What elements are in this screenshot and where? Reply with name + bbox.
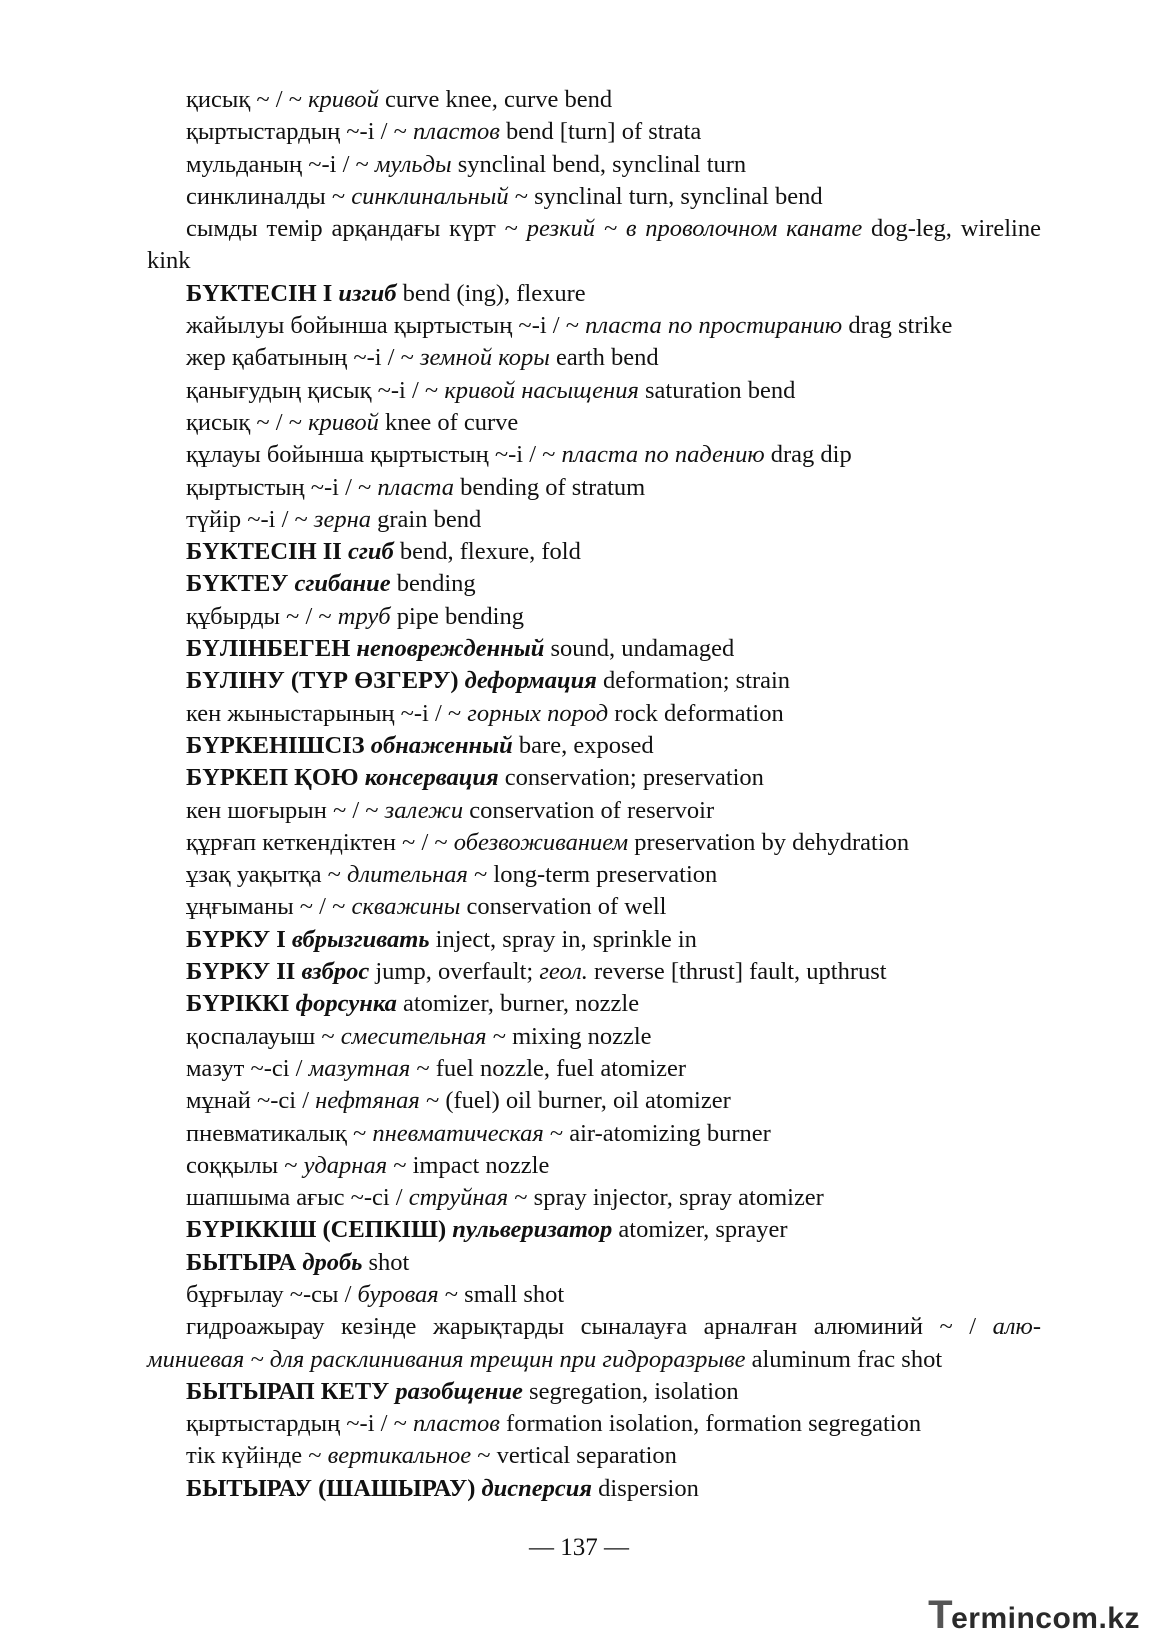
term-text: bend, flexure, fold [393, 538, 581, 566]
dictionary-entry [147, 375, 1041, 407]
dictionary-entry [147, 1247, 1041, 1279]
dictionary-entry [147, 601, 1041, 633]
term-text: bend [turn] of strata [499, 118, 702, 146]
dictionary-entry [147, 213, 1041, 278]
headword-russian: пульверизатор [452, 1216, 613, 1244]
headword: БЫТЫРАП КЕТУ [186, 1377, 396, 1405]
term-text: соққылы ~ [186, 1151, 304, 1179]
term-text: drag strike [842, 312, 953, 340]
headword-russian: взброс [301, 958, 370, 986]
term-text: қыртыстың ~-і / ~ [186, 473, 378, 501]
russian-term: вертикальное [327, 1442, 472, 1470]
term-text: saturation bend [638, 376, 796, 404]
term-text: shot [362, 1248, 410, 1276]
term-text: grain bend [371, 505, 482, 533]
term-text: atomizer, sprayer [612, 1216, 788, 1244]
term-text: aluminum frac shot [745, 1345, 943, 1373]
russian-term: пласта по падению [561, 441, 765, 469]
dictionary-entry [147, 342, 1041, 374]
term-text: conservation of reservoir [463, 796, 715, 824]
dictionary-entry [147, 1021, 1041, 1053]
term-text: құрғап кеткендіктен ~ / ~ [186, 828, 454, 856]
term-text: ~ (fuel) oil burner, oil atomizer [419, 1087, 731, 1115]
headword-russian: вбрызгивать [291, 925, 430, 953]
russian-term: струйная [408, 1184, 509, 1212]
term-text: conservation of well [460, 893, 667, 921]
dictionary-entry [147, 859, 1041, 891]
headword: БЫТЫРА [186, 1248, 303, 1276]
term-text: бұрғылау ~-сы / [186, 1280, 358, 1308]
term-text: қанығудың қисық ~-і / ~ [186, 376, 445, 404]
dictionary-entry [147, 891, 1041, 923]
term-text: ~ mixing nozzle [486, 1022, 652, 1050]
headword: БҮКТЕУ [186, 570, 295, 598]
headword: БЫТЫРАУ (ШАШЫРАУ) [186, 1474, 482, 1502]
dictionary-entry [147, 1150, 1041, 1182]
headword-russian: дробь [302, 1248, 363, 1276]
dictionary-entry [147, 665, 1041, 697]
term-text: preservation by dehydration [628, 828, 910, 856]
term-text: қыртыстардың ~-і / ~ [186, 118, 413, 146]
dictionary-entry [147, 472, 1041, 504]
term-text: қыртыстардың ~-і / ~ [186, 1410, 413, 1438]
term-text: пневматикалық ~ [186, 1119, 373, 1147]
russian-term: пластов [412, 118, 500, 146]
russian-term: кривой насыщения [444, 376, 639, 404]
term-text: ~ air-atomizing burner [543, 1119, 771, 1147]
headword: БҮРКУ II [186, 958, 302, 986]
headword-russian: консервация [364, 764, 499, 792]
term-text: ~ fuel nozzle, fuel atomizer [410, 1054, 687, 1082]
dictionary-entry [147, 1053, 1041, 1085]
headword: БҮЛІНБЕГЕН [186, 635, 357, 663]
watermark-logo [928, 1593, 1140, 1638]
term-text: atomizer, burner, nozzle [396, 990, 640, 1018]
term-text: шапшыма ағыс ~-сі / [186, 1184, 409, 1212]
page-number: — 137 — [529, 1534, 629, 1561]
watermark-prefix: T [928, 1593, 954, 1637]
dictionary-entry [147, 407, 1041, 439]
headword: БҮРІККІ [186, 990, 296, 1018]
term-text: қисық ~ / ~ [186, 86, 309, 113]
term-text: ~ impact nozzle [387, 1151, 550, 1179]
term-text: жер қабатының ~-і / ~ [186, 344, 420, 372]
russian-term: пневматическая [372, 1119, 544, 1147]
term-text: ұңғыманы ~ / ~ [186, 893, 352, 921]
dictionary-entry [147, 1473, 1041, 1505]
russian-term: земной коры [419, 344, 550, 372]
term-text: dispersion [592, 1474, 699, 1502]
term-text: құбырды ~ / ~ [186, 602, 338, 630]
russian-term: геол. [539, 958, 588, 986]
dictionary-entry [147, 633, 1041, 665]
dictionary-entry [147, 1085, 1041, 1117]
russian-term: пластов [412, 1410, 500, 1438]
term-text: drag dip [764, 441, 852, 469]
dictionary-entry [147, 956, 1041, 988]
term-text: синклиналды ~ [186, 182, 352, 210]
russian-term: труб [337, 602, 391, 630]
headword-russian: сгиб [347, 538, 394, 566]
dictionary-entry [147, 84, 1041, 116]
term-text: ~ long-term preservation [467, 861, 718, 889]
russian-term: смесительная [340, 1022, 487, 1050]
term-text: bending [390, 570, 476, 598]
dictionary-entry [147, 504, 1041, 536]
russian-term: горных пород [467, 699, 609, 727]
russian-term: резкий ~ в проволочном канате [526, 215, 863, 243]
term-text: conservation; preservation [498, 764, 764, 792]
headword: БҮКТЕСІН I [186, 279, 339, 307]
term-text: segregation, isolation [522, 1377, 739, 1405]
russian-term: буровая [357, 1280, 439, 1308]
term-text: кен шоғырын ~ / ~ [186, 796, 385, 824]
dictionary-entry [147, 1376, 1041, 1408]
term-text: synclinal bend, synclinal turn [451, 150, 747, 178]
headword-russian: деформация [464, 667, 597, 695]
term-text: гидроажырау кезінде жарықтарды сыналауға арналған алюминий ~ / [186, 1313, 993, 1341]
term-text: dog-leg, wireline kink [147, 215, 1041, 275]
term-text: formation isolation, formation segregation [499, 1410, 922, 1438]
dictionary-entry [147, 116, 1041, 148]
russian-term: алю-миниевая ~ для расклинивания трещин при гидроразрыве [147, 1313, 1041, 1373]
term-text: pipe bending [390, 602, 524, 630]
term-text: мұнай ~-сі / [186, 1087, 316, 1115]
headword: БҮРКЕП ҚОЮ [186, 764, 365, 792]
dictionary-entry [147, 827, 1041, 859]
term-text: rock deformation [608, 699, 784, 727]
term-text: bend (ing), flexure [396, 279, 586, 307]
term-text: curve knee, curve bend [378, 86, 613, 113]
dictionary-entry [147, 1118, 1041, 1150]
watermark-text: ermincom.kz [951, 1602, 1140, 1635]
dictionary-entry [147, 536, 1041, 568]
headword: БҮКТЕСІН II [186, 538, 348, 566]
headword: БҮРКУ I [186, 925, 292, 953]
term-text: sound, undamaged [544, 635, 735, 663]
dictionary-entry [147, 439, 1041, 471]
dictionary-entry [147, 1408, 1041, 1440]
russian-term: залежи [384, 796, 464, 824]
term-text: deformation; strain [596, 667, 791, 695]
russian-term: синклинальный [351, 182, 509, 210]
term-text: ~ small shot [438, 1280, 565, 1308]
dictionary-entry [147, 278, 1041, 310]
term-text: түйір ~-і / ~ [186, 505, 314, 533]
russian-term: зерна [313, 505, 372, 533]
dictionary-entry [147, 1279, 1041, 1311]
headword-russian: форсунка [295, 990, 397, 1018]
headword-russian: разобщение [395, 1377, 523, 1405]
russian-term: ударная [303, 1151, 388, 1179]
dictionary-entry [147, 924, 1041, 956]
dictionary-entries [147, 84, 1041, 1505]
term-text: кен жыныстарының ~-і / ~ [186, 699, 468, 727]
term-text: мульданың ~-і / ~ [186, 150, 375, 178]
headword-russian: обнаженный [370, 731, 513, 759]
dictionary-entry [147, 698, 1041, 730]
term-text: bare, exposed [512, 731, 654, 759]
dictionary-entry [147, 310, 1041, 342]
term-text: құлауы бойынша қыртыстың ~-і / ~ [186, 441, 562, 469]
dictionary-entry [147, 988, 1041, 1020]
headword-russian: дисперсия [481, 1474, 593, 1502]
dictionary-entry [147, 730, 1041, 762]
headword: БҮРКЕНІШСІЗ [186, 731, 371, 759]
russian-term: скважины [351, 893, 461, 921]
term-text: жайылуы бойынша қыртыстың ~-і / ~ [186, 312, 586, 340]
russian-term: кривой [308, 86, 379, 113]
dictionary-entry [147, 1440, 1041, 1472]
term-text: сымды темір арқандағы күрт ~ [186, 215, 527, 243]
term-text: earth bend [549, 344, 659, 372]
term-text: қоспалауыш ~ [186, 1022, 341, 1050]
dictionary-entry [147, 181, 1041, 213]
dictionary-entry [147, 568, 1041, 600]
term-text: мазут ~-сі / [186, 1054, 309, 1082]
term-text: ~ synclinal turn, synclinal bend [508, 182, 823, 210]
russian-term: нефтяная [315, 1087, 420, 1115]
term-text: jump, overfault; [369, 958, 540, 986]
russian-term: длительная [347, 861, 468, 889]
term-text: ~ spray injector, spray atomizer [508, 1184, 824, 1212]
russian-term: обезвоживанием [453, 828, 629, 856]
dictionary-entry [147, 1182, 1041, 1214]
term-text: тік күйінде ~ [186, 1442, 328, 1470]
term-text: ~ vertical separation [471, 1442, 677, 1470]
headword: БҮРІККІШ (СЕПКІШ) [186, 1216, 453, 1244]
russian-term: мульды [374, 150, 452, 178]
headword-russian: изгиб [338, 279, 397, 307]
headword-russian: сгибание [294, 570, 391, 598]
dictionary-entry [147, 1311, 1041, 1376]
term-text: қисық ~ / ~ [186, 408, 309, 436]
term-text: reverse [thrust] fault, upthrust [587, 958, 887, 986]
russian-term: кривой [308, 408, 379, 436]
term-text: knee of curve [378, 408, 519, 436]
term-text: bending of stratum [454, 473, 646, 501]
dictionary-entry [147, 1214, 1041, 1246]
russian-term: мазутная [308, 1054, 411, 1082]
headword-russian: неповрежденный [356, 635, 545, 663]
russian-term: пласта по простиранию [585, 312, 843, 340]
dictionary-entry [147, 149, 1041, 181]
headword: БҮЛІНУ (ТҮР ӨЗГЕРУ) [186, 667, 465, 695]
dictionary-entry [147, 762, 1041, 794]
term-text: ұзақ уақытқа ~ [186, 861, 347, 889]
russian-term: пласта [377, 473, 455, 501]
dictionary-entry [147, 795, 1041, 827]
term-text: inject, spray in, sprinkle in [429, 925, 697, 953]
